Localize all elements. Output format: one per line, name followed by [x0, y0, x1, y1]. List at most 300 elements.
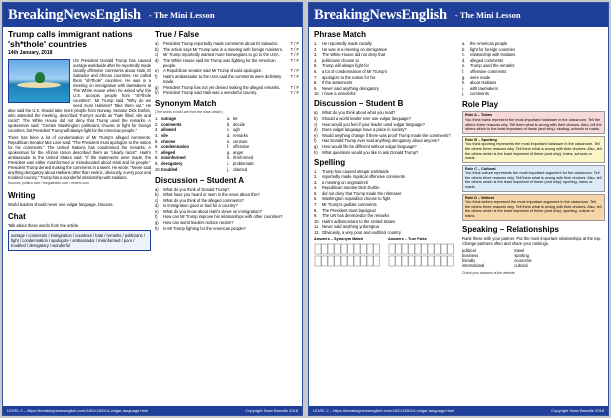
- true-false-mark[interactable]: T / F: [290, 84, 299, 90]
- phrase-end-number: i.: [462, 85, 465, 91]
- answer-grids: [314, 237, 458, 285]
- spelling-item: [314, 213, 458, 218]
- phrase-start-text: He reportedly made racially: [322, 41, 372, 46]
- true-false-item-text: President Trump has not yet denied making the alleged remarks.: [163, 84, 281, 90]
- answer-cell[interactable]: [428, 256, 434, 266]
- discussion-b-question-text: How would life be different without vulgar language?: [322, 143, 417, 149]
- spelling-item-text: Republican sarotne Dick Durbin: [322, 185, 380, 191]
- discussion-a-question-number: d): [155, 203, 159, 209]
- spelling-heading: Spelling: [314, 157, 346, 167]
- brand-title: BreakingNewsEnglish: [314, 6, 447, 23]
- phrase-start: [314, 75, 458, 80]
- speaking-intro: Rank these with your partner. Put the most important relationships at the top. Change partners often and share your rankings.: [462, 235, 602, 246]
- discussion-a-question: [155, 226, 299, 231]
- true-false-item: [155, 41, 299, 46]
- answer-cell[interactable]: [402, 256, 408, 266]
- phrase-end: [462, 63, 605, 68]
- page2-left-column: [314, 30, 458, 285]
- synonym-word: comments: [161, 121, 182, 127]
- answer-grid-true-false: [388, 242, 456, 272]
- phrase-start-text: He was in a meeting on immigration: [322, 46, 388, 52]
- spelling-item-number: 8.: [314, 207, 318, 213]
- answer-cell[interactable]: [441, 256, 447, 266]
- answer-cell[interactable]: [409, 256, 415, 266]
- answer-cell[interactable]: [315, 244, 321, 254]
- phrase-start-number: 10.: [314, 91, 320, 97]
- answer-cell[interactable]: [415, 256, 421, 266]
- spelling-item: [314, 191, 458, 196]
- synonym-match: ill-informed: [233, 155, 254, 161]
- answer-cell[interactable]: [415, 244, 421, 254]
- discussion-a-question-number: b): [155, 192, 159, 198]
- spelling-item-text: The UN has denmoedcn the remarks: [322, 213, 390, 219]
- answer-cell[interactable]: [422, 244, 428, 254]
- discussion-b-question: [314, 122, 458, 127]
- true-false-list: [155, 41, 299, 95]
- answer-cell[interactable]: [328, 244, 334, 254]
- phrase-end: [462, 58, 605, 63]
- discussion-a-list: [155, 187, 299, 231]
- discussion-a-question: [155, 198, 299, 203]
- role-label: Role A – Trains: [465, 113, 493, 118]
- synonym-note: (The words in bold are from the news article.): [155, 110, 224, 115]
- spelling-item-number: 11.: [314, 224, 320, 230]
- discussion-b-question: [314, 150, 458, 155]
- worksheet-page-1: [2, 2, 303, 416]
- synonym-number: 3.: [155, 127, 159, 133]
- answer-cell[interactable]: [322, 244, 328, 254]
- phrase-match-left: [314, 41, 458, 96]
- phrase-end-text: Trump used the remarks: [470, 63, 515, 69]
- role-play-heading: Role Play: [462, 100, 499, 110]
- synonym-word: choose: [161, 138, 176, 144]
- role-card: [462, 136, 605, 163]
- page-footer: [309, 406, 608, 415]
- article-column: [8, 30, 151, 251]
- phrase-start: [314, 86, 458, 91]
- phrase-end-number: g.: [462, 74, 466, 80]
- ranking-option: business: [462, 252, 479, 258]
- phrase-start-text: apologize to the nation for his: [322, 74, 376, 80]
- ranking-option: friendly: [462, 257, 476, 263]
- phrase-start-text: politicians choose to: [322, 57, 359, 63]
- answers-tf-caption: Answers – True False: [388, 237, 427, 242]
- synonym-match: offensive: [233, 144, 250, 150]
- discussion-a-question-text: What do you know about Haiti's views on immigration?: [163, 208, 262, 214]
- spelling-item: [314, 180, 458, 185]
- discussion-b-question-number: f): [314, 138, 317, 144]
- phrase-start: [314, 80, 458, 85]
- page-header: [309, 3, 608, 27]
- true-false-item-text: Mr Trump reportedly wanted more Norwegians to go to the USA.: [163, 52, 280, 58]
- discussion-a-question: [155, 209, 299, 214]
- answer-grid-synonym: [314, 242, 382, 272]
- discussion-a-question-number: h): [155, 225, 159, 231]
- synonym-match: let: [233, 116, 238, 122]
- phrase-start-number: 3.: [314, 52, 318, 58]
- true-false-item-number: h): [155, 90, 159, 96]
- spelling-item-text: Washington ncpasiliiot choose to fight: [322, 196, 391, 202]
- answer-cell[interactable]: [422, 256, 428, 266]
- phrase-end-text: about Haitians: [470, 80, 497, 86]
- ranking-option: travel: [514, 247, 525, 253]
- discussion-a-question: [155, 220, 299, 225]
- phrase-start-number: 1.: [314, 41, 318, 46]
- spelling-item: [314, 202, 458, 207]
- answer-cell[interactable]: [341, 244, 347, 254]
- answer-cell[interactable]: [389, 256, 395, 266]
- true-false-item: [155, 74, 299, 84]
- phrase-end-number: c.: [462, 52, 466, 58]
- phrase-end-text: offensive comments: [470, 68, 507, 74]
- answer-cell[interactable]: [435, 244, 441, 254]
- discussion-b-question: [314, 133, 458, 138]
- spelling-item-text: Never said anything yrdoregtoa: [322, 224, 379, 230]
- synonym-number: 10.: [155, 166, 161, 172]
- discussion-b-question-number: b): [314, 115, 318, 121]
- spelling-item-text: did not deny that Trump made the nrkmaser: [322, 190, 402, 196]
- true-false-item-number: a): [155, 41, 159, 46]
- true-false-item: [155, 85, 299, 90]
- answer-cell[interactable]: [367, 256, 373, 266]
- answer-cell[interactable]: [441, 244, 447, 254]
- article-date: 14th January, 2018: [8, 50, 53, 56]
- synonym-number: 2.: [155, 121, 159, 127]
- answer-cell[interactable]: [396, 256, 402, 266]
- true-false-item-number: e): [155, 68, 159, 74]
- synonym-letter: a.: [227, 116, 231, 122]
- answer-cell[interactable]: [322, 256, 328, 266]
- chat-intro: Talk about these words from the article.: [8, 223, 80, 228]
- spelling-item-number: 12.: [314, 230, 320, 236]
- synonym-letter: e.: [227, 138, 231, 144]
- synonym-letter: b.: [227, 121, 231, 127]
- role-text: You think writers represent the most important argument in the classroom. Tell the others three reasons why. Tell them what is wrong with their choices. Also, tell the others which is the least important of these (and why): sporting, culture or trains.: [465, 200, 602, 219]
- true-false-mark[interactable]: T / F: [290, 73, 299, 79]
- spelling-list: [314, 169, 458, 236]
- answer-cell[interactable]: [361, 256, 367, 266]
- phrase-start: [314, 91, 458, 96]
- answer-cell[interactable]: [354, 244, 360, 254]
- answer-cell[interactable]: [435, 256, 441, 266]
- synonym-number: 7.: [155, 149, 159, 155]
- discussion-a-question-number: a): [155, 186, 159, 192]
- discussion-b-list: [314, 110, 458, 154]
- phrase-start: [314, 41, 458, 46]
- phrase-end: [462, 41, 605, 46]
- phrase-match-right: [462, 41, 605, 96]
- true-false-item: [155, 52, 299, 57]
- discussion-b-question-number: e): [314, 132, 318, 138]
- phrase-end: [462, 75, 605, 80]
- discussion-b-question: [314, 110, 458, 115]
- answer-cell[interactable]: [428, 244, 434, 254]
- synonym-letter: j.: [227, 166, 230, 172]
- synonym-match: decide: [233, 121, 246, 127]
- phrase-end-number: j.: [462, 91, 465, 97]
- true-false-item-number: g): [155, 84, 159, 90]
- phrase-match-heading: Phrase Match: [314, 30, 367, 39]
- phrase-end-text: the American people: [470, 41, 508, 46]
- synonym-number: 5.: [155, 138, 159, 144]
- answer-cell[interactable]: [402, 244, 408, 254]
- true-false-item: [155, 68, 299, 73]
- synonym-number: 6.: [155, 144, 159, 150]
- article-body: [8, 58, 151, 180]
- discussion-b-question: [314, 116, 458, 121]
- answer-cell[interactable]: [367, 244, 373, 254]
- discussion-a-question: [155, 214, 299, 219]
- true-false-item-number: d): [155, 57, 159, 63]
- true-false-item-number: b): [155, 46, 159, 52]
- answer-cell[interactable]: [448, 256, 454, 266]
- phrase-start: [314, 63, 458, 68]
- discussion-a-question: [155, 203, 299, 208]
- phrase-start-text: a lot of condemnation of Mr Trump's: [322, 68, 388, 74]
- phrase-end-number: h.: [462, 80, 466, 86]
- phrase-start: [314, 69, 458, 74]
- true-false-item: [155, 58, 299, 68]
- writing-prompt: World leaders should never use vulgar language. Discuss.: [8, 202, 114, 207]
- spelling-item-number: 3.: [314, 179, 318, 185]
- discussion-a-question-number: g): [155, 220, 159, 226]
- phrase-end: [462, 47, 605, 52]
- speaking-column-2: [514, 248, 532, 268]
- true-false-item-text: A Republican senator said Mr Trump should apologize.: [163, 68, 263, 74]
- spelling-item-text: Trump has caused ottegar worldwide: [322, 168, 389, 174]
- chat-heading: Chat: [8, 212, 26, 221]
- role-label: Role D – Writers: [465, 195, 495, 200]
- speaking-heading: Speaking – Relationships: [462, 224, 559, 234]
- discussion-b-question-text: What questions would you like to ask Donald Trump?: [322, 149, 419, 155]
- article-sources: Sources: politico.com / theguardian.com / reuters.com: [8, 181, 90, 185]
- synonym-number: 9.: [155, 160, 159, 166]
- spelling-item: [314, 208, 458, 213]
- discussion-a-question-number: e): [155, 208, 159, 214]
- article-paragraph: There has been a lot of condemnation of Mr Trump's alleged comments. Republican Senator Mia Love said: "The President must apologize to the nation for his comments." The United Nations has condemned the remarks. A spokesman for the African Union described them as "clearly racist". Haiti's ambassador to the United States said: "If the statements were made, the President was either misinformed or miseducated about Haiti and its people." President Trump denied making the comments in a tweet. He wrote: "Never said anything derogatory about Haitians other than Haiti is, obviously, a very poor and troubled country." Trump has a wonderful relationship with Haitians.: [8, 135, 151, 180]
- answer-cell[interactable]: [348, 256, 354, 266]
- discussion-a-heading: Discussion – Student A: [155, 175, 245, 185]
- phrase-end-number: b.: [462, 46, 466, 52]
- spelling-item-number: 9.: [314, 213, 318, 219]
- ranking-option: international: [462, 262, 485, 268]
- synonym-word: allowed: [161, 127, 177, 133]
- footer-url: LEVEL 2 – https://breakingnewsenglish.com/1801/180114-vulgar-language.html: [313, 408, 454, 413]
- answer-cell[interactable]: [335, 256, 341, 266]
- discussion-b-question-text: Does vulgar language have a place in society?: [322, 127, 407, 133]
- answer-cell[interactable]: [335, 244, 341, 254]
- synonym-word: outrage: [161, 116, 177, 122]
- phrase-end-text: relationship with Haitians: [470, 52, 516, 58]
- phrase-start-number: 8.: [314, 80, 318, 86]
- spelling-item: [314, 169, 458, 174]
- answer-cell[interactable]: [409, 244, 415, 254]
- spelling-item: [314, 230, 458, 235]
- role-card: [462, 111, 605, 133]
- true-false-item-text: President Trump said Haiti was a wonderful country.: [163, 90, 258, 96]
- role-play-list: [462, 111, 605, 220]
- role-card: [462, 165, 605, 192]
- phrase-end: [462, 91, 605, 96]
- synonym-letter: f.: [227, 144, 230, 150]
- phrase-start-text: Never said anything derogatory: [322, 85, 379, 91]
- synonym-letter: i.: [227, 160, 230, 166]
- discussion-a-question-text: Is immigration good or bad for a country?: [163, 203, 238, 209]
- discussion-a-question-text: How can world leaders reduce racism?: [163, 220, 234, 226]
- discussion-b-heading: Discussion – Student B: [314, 99, 404, 109]
- writing-heading: Writing: [8, 191, 36, 200]
- phrase-end-text: with lawmakers: [470, 85, 498, 91]
- answer-cell[interactable]: [396, 244, 402, 254]
- true-false-item-text: The article says Mr Trump was in a meeting with foreign ministers.: [163, 46, 283, 52]
- phrase-end: [462, 80, 605, 85]
- spelling-item-number: 2.: [314, 174, 318, 180]
- discussion-b-question-number: d): [314, 127, 318, 133]
- lesson-subtitle: - The Mini Lesson: [148, 10, 215, 20]
- spelling-item: [314, 185, 458, 190]
- chat-word-box: outrage / comments / immigration / countries / hate / remarks / politicians / fight / condemnation / apologize / ambassador / misinformed / poor / troubled / derogatory / wonderful: [8, 230, 151, 251]
- answer-cell[interactable]: [374, 256, 380, 266]
- ranking-option: cultural: [514, 262, 528, 268]
- discussion-a-question: [155, 187, 299, 192]
- synonym-letter: c.: [227, 127, 231, 133]
- phrase-end-text: fight for foreign countries: [470, 46, 516, 52]
- phrase-start-number: 5.: [314, 63, 318, 69]
- phrase-start-number: 2.: [314, 46, 318, 52]
- phrase-end: [462, 86, 605, 91]
- spelling-item: [314, 196, 458, 201]
- phrase-start-text: Trump will always fight for: [322, 63, 369, 69]
- synonym-match: remarks: [233, 132, 248, 138]
- discussion-b-question-number: a): [314, 110, 318, 116]
- synonym-match: problematic: [233, 160, 255, 166]
- phrase-start: [314, 58, 458, 63]
- answer-cell[interactable]: [354, 256, 360, 266]
- true-false-item-text: The White House said Mr Trump was fighting for the American people.: [163, 57, 276, 68]
- answer-cell[interactable]: [361, 244, 367, 254]
- spelling-item: [314, 224, 458, 229]
- role-text: You think culture represents the most important argument for the classroom. Tell the others three reasons why. Tell them what is wrong with their choices. Also, tell the others which is the least important of these (and why): sporting, trains or roads.: [465, 171, 602, 190]
- phrase-start: [314, 47, 458, 52]
- discussion-b-question-number: h): [314, 149, 318, 155]
- true-false-item-text: President Trump reportedly made comments about El Salvador.: [163, 41, 279, 46]
- discussion-a-question-text: How can Mr Trump improve his relationships with other countries?: [163, 214, 283, 220]
- discussion-a-question-text: What do you think of Donald Trump?: [163, 186, 230, 192]
- role-label: Role C – Cultural: [465, 166, 496, 171]
- article-paragraph: US President Donald Trump has caused outrage worldwide after he reportedly made racially offensive comments about Haiti, El Salvador and African countries. He called them "sh*thole" countries. He was in a meeting on immigration with lawmakers at The White House when he asked why the U.S. accepts people from "sh*thole countries". Mr Trump said, "Why do we need more Haitians? Take them out." He also said the U.S. should take more people from Norway. Senator Dick Durbin, who attended the meeting, described Trump's words as "hate filled, vile and racist". The White House did not deny that Trump used the remarks. A spokesman said: "Certain Washington politicians choose to fight for foreign countries, but President Trump will always fight for the American people.": [8, 58, 151, 133]
- discussion-a-question: [155, 192, 299, 197]
- synonym-word: troubled: [161, 166, 178, 172]
- true-false-mark[interactable]: T / F: [290, 46, 299, 52]
- spelling-item: [314, 219, 458, 224]
- discussion-b-question-text: How would you feel if your leader used vulgar language?: [322, 121, 425, 127]
- synonym-number: 1.: [155, 116, 159, 122]
- true-false-item-number: c): [155, 52, 159, 58]
- ranking-option: political: [462, 247, 476, 253]
- synonym-match: censure: [233, 138, 248, 144]
- spelling-item-text: Haiti's adbsmosrara to the United States: [322, 218, 396, 224]
- true-false-item: [155, 47, 299, 52]
- synonym-letter: g.: [227, 149, 231, 155]
- discussion-b-question: [314, 144, 458, 149]
- spelling-item-number: 10.: [314, 218, 320, 224]
- spelling-item-text: Mr Trump's gedlale comments: [322, 202, 377, 208]
- discussion-a-question-number: f): [155, 214, 158, 220]
- speaking-ranking: [462, 248, 605, 268]
- discussion-b-question: [314, 138, 458, 143]
- speaking-column-1: [462, 248, 484, 268]
- true-false-item-number: f): [155, 73, 158, 79]
- lesson-subtitle: - The Mini Lesson: [454, 10, 521, 20]
- phrase-start-text: If the statements: [322, 80, 353, 86]
- synonym-word: vile: [161, 132, 168, 138]
- phrase-start: [314, 52, 458, 57]
- phrase-end-text: were made: [470, 74, 491, 80]
- phrase-start-number: 6.: [314, 68, 318, 74]
- worksheet-page-2: [308, 2, 609, 416]
- phrase-end-number: e.: [462, 63, 466, 69]
- answer-cell[interactable]: [374, 244, 380, 254]
- spelling-item-text: a meeting on ongmaiimrti: [322, 179, 368, 185]
- discussion-b-question-text: Should a world leader ever use vulgar language?: [322, 115, 411, 121]
- synonym-letter: d.: [227, 132, 231, 138]
- page-footer: [3, 406, 302, 415]
- spelling-item-number: 5.: [314, 190, 318, 196]
- phrase-end-number: d.: [462, 57, 466, 63]
- true-false-mark[interactable]: T / F: [290, 52, 299, 58]
- answers-synonym-caption: Answers – Synonym Match: [314, 237, 364, 242]
- answer-cell[interactable]: [389, 244, 395, 254]
- synonym-number: 4.: [155, 132, 159, 138]
- answer-cell[interactable]: [341, 256, 347, 266]
- spelling-item-number: 7.: [314, 202, 318, 208]
- true-false-mark[interactable]: T / F: [290, 57, 299, 63]
- discussion-b-question-number: c): [314, 121, 318, 127]
- synonym-match: ugh: [233, 127, 240, 133]
- synonym-number: 8.: [155, 155, 159, 161]
- page2-right-column: [462, 30, 605, 276]
- ranking-option: economic: [514, 257, 532, 263]
- page-header: [3, 3, 302, 27]
- discussion-b-question-text: Has Donald Trump ever said anything derogatory about anyone?: [322, 138, 440, 144]
- phrase-start-number: 9.: [314, 85, 318, 91]
- synonym-word: condemnation: [161, 144, 189, 150]
- spelling-item-text: Obviously, a very poor and eudtbrol country: [322, 230, 401, 236]
- spelling-item-number: 4.: [314, 185, 318, 191]
- answer-cell[interactable]: [315, 256, 321, 266]
- role-card: [462, 194, 605, 221]
- answer-cell[interactable]: [348, 244, 354, 254]
- discussion-a-question-text: Is Mr Trump fighting for the American people?: [163, 225, 246, 231]
- synonym-match: anger: [233, 149, 244, 155]
- true-false-mark[interactable]: T / F: [290, 68, 299, 74]
- footer-url: LEVEL 2 – https://breakingnewsenglish.com/1801/180114-vulgar-language.html: [7, 408, 148, 413]
- phrase-start-number: 4.: [314, 57, 318, 63]
- phrase-start-text: I have a wonderful: [322, 91, 356, 97]
- footer-copyright: Copyright Sean Banville 2018: [551, 408, 604, 413]
- phrase-end-number: f.: [462, 68, 465, 74]
- true-false-mark[interactable]: T / F: [290, 41, 299, 46]
- answer-cell[interactable]: [448, 244, 454, 254]
- phrase-start-number: 7.: [314, 74, 318, 80]
- answer-cell[interactable]: [328, 256, 334, 266]
- role-text: You think sporting represents the most important hardware in the classroom. Tell the others three reasons why. Tell them what is wrong with their choices. Also, tell the others which is the least important of these (and why): trains, schools or roads.: [465, 142, 602, 161]
- article-title: Trump calls immigrant nations 'sh*thole' countries: [8, 29, 133, 49]
- true-false-item: [155, 90, 299, 95]
- true-false-mark[interactable]: T / F: [290, 90, 299, 96]
- true-false-item-text: Haiti's ambassador to the USA said the comments were definitely made.: [163, 73, 282, 84]
- role-text: You think trains represent the most important hardware in the classroom. Tell the others three reasons why. Tell them what is wrong with their choices. Also, tell the others which is the least important of these (and why): skating, schools or roads.: [465, 117, 602, 132]
